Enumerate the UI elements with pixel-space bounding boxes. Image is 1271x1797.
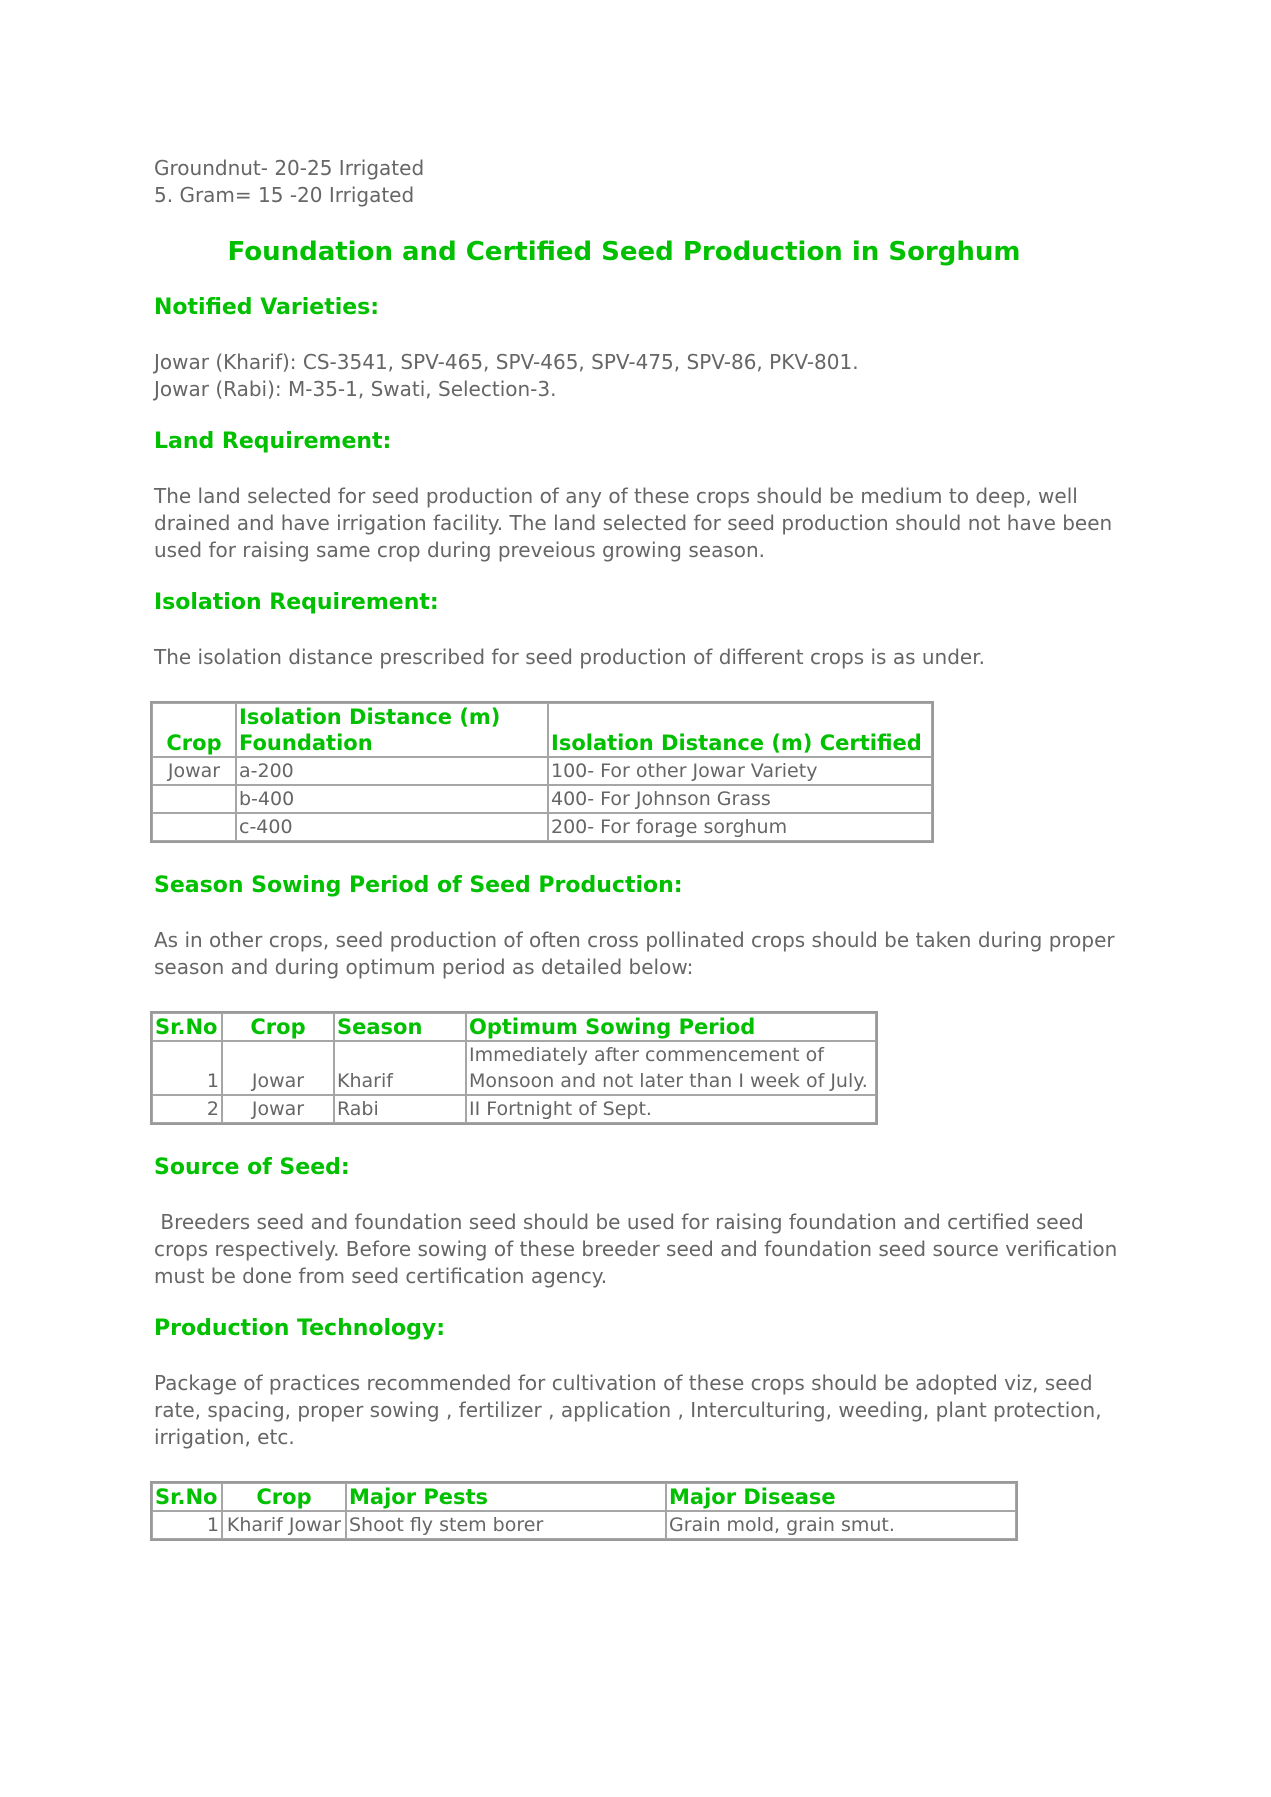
section-heading-notified-varieties: Notified Varieties: [154, 295, 380, 320]
table-header: Crop [222, 1483, 346, 1511]
table-cell [152, 785, 236, 813]
table-cell: 2 [152, 1095, 222, 1123]
table-cell: c-400 [236, 813, 548, 841]
section-heading-land-requirement: Land Requirement: [154, 429, 392, 454]
section-heading-isolation-requirement: Isolation Requirement: [154, 590, 439, 615]
variety-line: Jowar (Rabi): M-35-1, Swati, Selection-3. [154, 377, 557, 401]
document-page [154, 155, 1134, 1541]
table-cell: Immediately after commencement of Monsoon and not later than I week of July. [466, 1041, 876, 1095]
table-header-row [152, 1013, 876, 1041]
table-header: Season [334, 1013, 466, 1041]
table-header-row [152, 703, 932, 757]
table-cell: Kharif [334, 1041, 466, 1095]
isolation-requirement-text: The isolation distance prescribed for seed production of different crops is as under. [154, 645, 985, 669]
table-cell: II Fortnight of Sept. [466, 1095, 876, 1123]
table-header: Sr.No [152, 1013, 222, 1041]
isolation-table [150, 701, 934, 843]
notified-varieties-list [154, 349, 1134, 403]
table-header: Sr.No [152, 1483, 222, 1511]
source-of-seed-text: Breeders seed and foundation seed should be used for raising foundation and certified seed crops respectively. Before sowing of these breeder seed and foundation seed source verification must be done from seed certification agency. [154, 1210, 1124, 1288]
table-cell: Shoot fly stem borer [346, 1511, 666, 1539]
table-cell: Jowar [222, 1095, 334, 1123]
production-technology-text: Package of practices recommended for cultivation of these crops should be adopted viz, seed rate, spacing, proper sowing , fertilizer , application , Interculturing, weeding, plant protection, irrigation, etc. [154, 1371, 1102, 1449]
table-cell: b-400 [236, 785, 548, 813]
table-header: Isolation Distance (m) Foundation [236, 703, 548, 757]
table-header: Crop [152, 703, 236, 757]
variety-line: Jowar (Kharif): CS-3541, SPV-465, SPV-465, SPV-475, SPV-86, PKV-801. [154, 350, 859, 374]
section-heading-season-sowing: Season Sowing Period of Seed Production: [154, 873, 683, 898]
table-header: Major Pests [346, 1483, 666, 1511]
section-heading-production-technology: Production Technology: [154, 1316, 446, 1341]
sowing-period-table [150, 1011, 878, 1125]
season-sowing-text: As in other crops, seed production of often cross pollinated crops should be taken during proper season and during optimum period as detailed below: [154, 928, 1115, 979]
table-cell: Jowar [222, 1041, 334, 1095]
table-row [152, 1041, 876, 1095]
table-row [152, 813, 932, 841]
table-cell: 1 [152, 1511, 222, 1539]
table-cell: Jowar [152, 757, 236, 785]
pests-disease-table [150, 1481, 1018, 1541]
table-cell: 1 [152, 1041, 222, 1095]
table-row [152, 785, 932, 813]
table-cell: Grain mold, grain smut. [666, 1511, 1016, 1539]
table-row [152, 1095, 876, 1123]
table-header: Major Disease [666, 1483, 1016, 1511]
table-cell: Kharif Jowar [222, 1511, 346, 1539]
table-header-row [152, 1483, 1016, 1511]
table-cell: 200- For forage sorghum [548, 813, 932, 841]
section-heading-source-of-seed: Source of Seed: [154, 1155, 350, 1180]
table-header: Optimum Sowing Period [466, 1013, 876, 1041]
table-cell: Rabi [334, 1095, 466, 1123]
table-cell [152, 813, 236, 841]
land-requirement-text: The land selected for seed production of any of these crops should be medium to deep, well drained and have irrigation facility. The land selected for seed production should not have been used for raising same crop during preveious growing season. [154, 484, 1113, 562]
intro-line: Groundnut- 20-25 Irrigated [154, 156, 425, 180]
table-cell: 100- For other Jowar Variety [548, 757, 932, 785]
table-row [152, 1511, 1016, 1539]
intro-line: 5. Gram= 15 -20 Irrigated [154, 183, 415, 207]
table-header: Isolation Distance (m) Certified [548, 703, 932, 757]
table-header: Crop [222, 1013, 334, 1041]
document-title: Foundation and Certified Seed Production in Sorghum [227, 237, 1021, 267]
table-row [152, 757, 932, 785]
table-cell: 400- For Johnson Grass [548, 785, 932, 813]
table-cell: a-200 [236, 757, 548, 785]
